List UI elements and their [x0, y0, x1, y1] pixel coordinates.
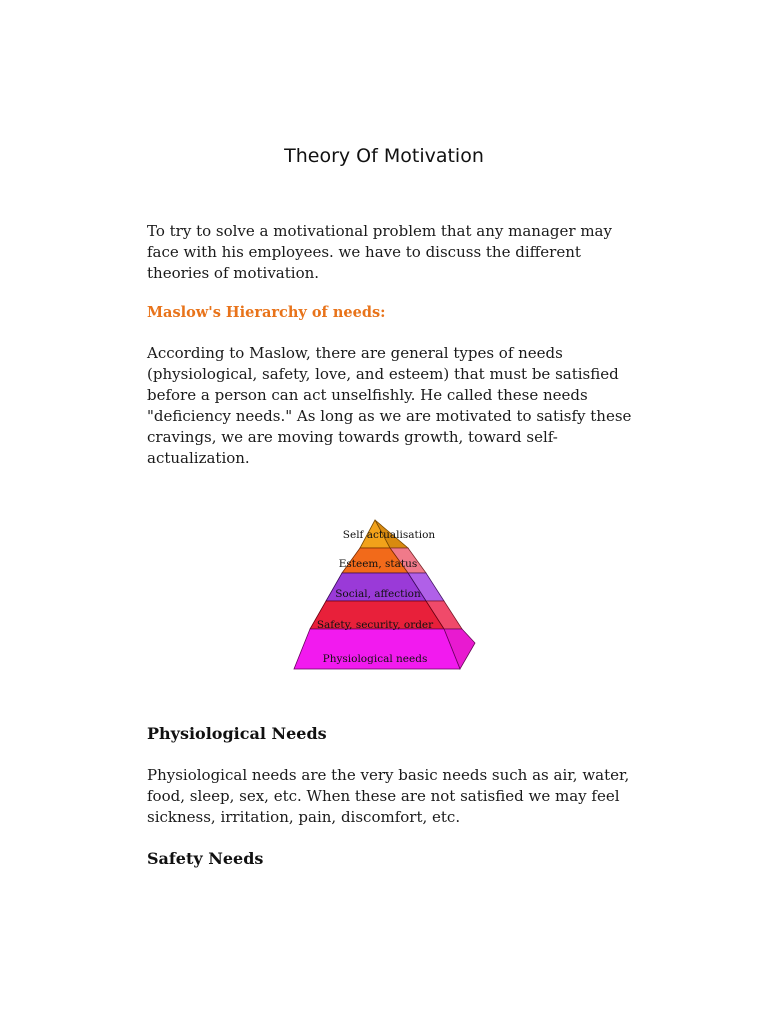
physiological-paragraph: Physiological needs are the very basic needs such as air, water, food, sleep, sex, etc. When these are not satisfied we may feel sickness, irritation, pain, discomfort, etc. [147, 766, 630, 826]
pyramid-label-social: Social, affection [335, 588, 421, 600]
pyramid-label-safety: Safety, security, order [316, 619, 434, 631]
maslow-paragraph: According to Maslow, there are general types of needs (physiological, safety, love, and esteem) that must be satisfied before a person can act unselfishly. He called these needs "deficiency needs." As long as we are motivated to satisfy these cravings, we are moving towards growth, toward self-actualization. [147, 344, 632, 467]
maslow-pyramid [290, 515, 480, 675]
page-title: Theory Of Motivation [284, 145, 484, 167]
pyramid-label-esteem: Esteem, status [338, 558, 418, 570]
intro-paragraph: To try to solve a motivational problem that any manager may face with his employees. we have to discuss the different theories of motivation. [147, 222, 612, 282]
maslow-heading: Maslow's Hierarchy of needs: [147, 304, 386, 321]
physiological-needs-heading: Physiological Needs [147, 724, 327, 743]
safety-needs-heading: Safety Needs [147, 849, 264, 868]
pyramid-label-physiological: Physiological needs [322, 653, 428, 665]
pyramid-label-self-actualisation: Self actualisation [342, 529, 436, 541]
